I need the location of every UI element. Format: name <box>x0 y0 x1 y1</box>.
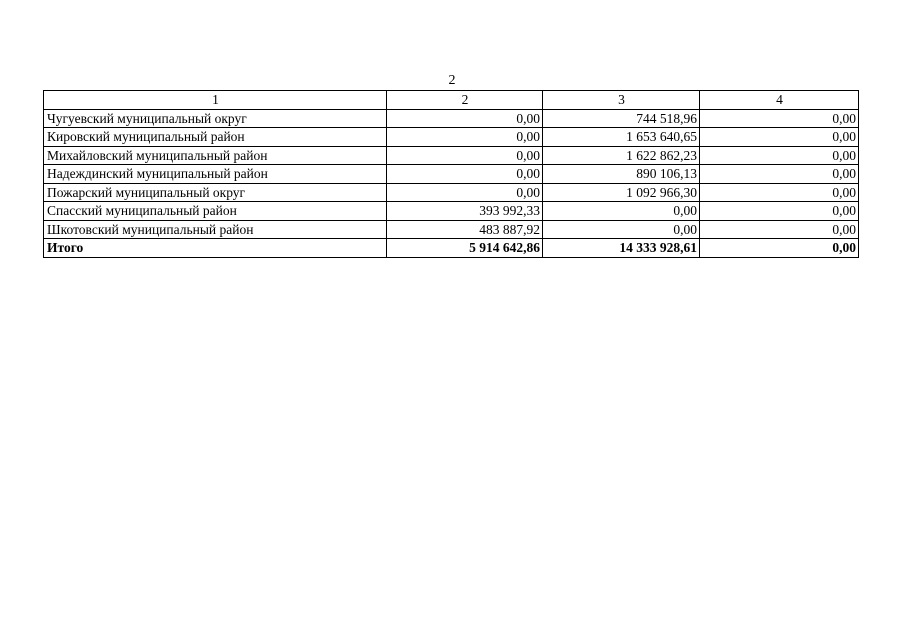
total-col-4: 0,00 <box>700 239 859 258</box>
value-col-3: 0,00 <box>543 220 700 239</box>
value-col-2: 0,00 <box>387 146 543 165</box>
municipality-name: Надеждинский муниципальный район <box>44 165 387 184</box>
table-row <box>44 128 859 147</box>
column-number-1: 1 <box>44 91 387 110</box>
municipality-name: Кировский муниципальный район <box>44 128 387 147</box>
municipality-name: Чугуевский муниципальный округ <box>44 109 387 128</box>
value-col-3: 0,00 <box>543 202 700 221</box>
value-col-4: 0,00 <box>700 202 859 221</box>
value-col-3: 1 092 966,30 <box>543 183 700 202</box>
value-col-2: 483 887,92 <box>387 220 543 239</box>
value-col-2: 393 992,33 <box>387 202 543 221</box>
column-number-4: 4 <box>700 91 859 110</box>
value-col-2: 0,00 <box>387 183 543 202</box>
value-col-2: 0,00 <box>387 109 543 128</box>
table-row <box>44 202 859 221</box>
table-total-row <box>44 239 859 258</box>
total-label: Итого <box>44 239 387 258</box>
value-col-3: 744 518,96 <box>543 109 700 128</box>
total-col-3: 14 333 928,61 <box>543 239 700 258</box>
page-number: 2 <box>448 73 456 88</box>
table-row <box>44 220 859 239</box>
value-col-4: 0,00 <box>700 109 859 128</box>
value-col-3: 890 106,13 <box>543 165 700 184</box>
table-row <box>44 183 859 202</box>
value-col-4: 0,00 <box>700 146 859 165</box>
municipality-name: Михайловский муниципальный район <box>44 146 387 165</box>
table-row <box>44 146 859 165</box>
column-number-2: 2 <box>387 91 543 110</box>
value-col-4: 0,00 <box>700 183 859 202</box>
column-number-3: 3 <box>543 91 700 110</box>
municipality-name: Шкотовский муниципальный район <box>44 220 387 239</box>
value-col-4: 0,00 <box>700 165 859 184</box>
value-col-2: 0,00 <box>387 128 543 147</box>
value-col-3: 1 622 862,23 <box>543 146 700 165</box>
total-col-2: 5 914 642,86 <box>387 239 543 258</box>
municipality-name: Спасский муниципальный район <box>44 202 387 221</box>
table-row <box>44 109 859 128</box>
value-col-2: 0,00 <box>387 165 543 184</box>
value-col-4: 0,00 <box>700 220 859 239</box>
municipality-name: Пожарский муниципальный округ <box>44 183 387 202</box>
value-col-3: 1 653 640,65 <box>543 128 700 147</box>
table-header-row <box>44 91 859 110</box>
data-table <box>43 90 859 258</box>
table-row <box>44 165 859 184</box>
value-col-4: 0,00 <box>700 128 859 147</box>
